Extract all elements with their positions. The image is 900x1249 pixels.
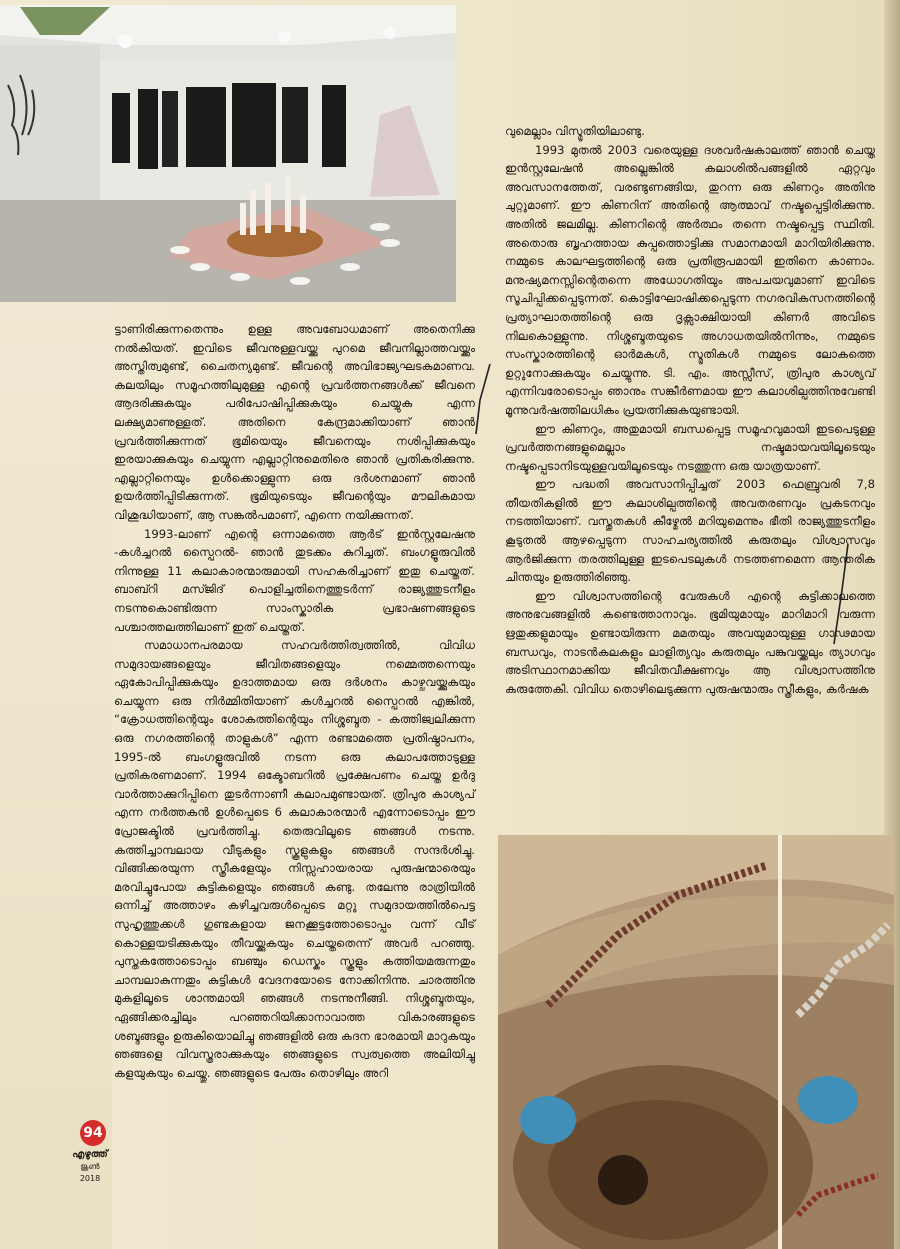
right-paragraph-2: 1993 മുതൽ 2003 വരെയുള്ള ദശവർഷകാലത്ത് ഞാൻ ചെയ്ത ഇൻസ്റ്റലേഷൻ അല്ലെങ്കിൽ കലാശിൽപങ്ങളിൽ ഏറ്റവും അവസാനത്തേത്, വരണ്ടുണങ്ങിയ, തുറന്ന ഒരു കിണറും അതിനു ചുറ്റുമാണ്. ഈ കിണറിന് അതിന്റെ ആത്മാവ് നഷ്ടപ്പെട്ടിരിക്കുന്നു. അതിൽ ജലമില്ല. കിണറിന്റെ അർത്ഥം തന്നെ നഷ്ടപ്പെട്ട സ്ഥിതി. അതൊരു ബൃഹത്തായ കുപ്പത്തൊട്ടിക്കു സമാനമായി മാറിയിരിക്കുന്നു. നമ്മുടെ കാലഘട്ടത്തിന്റെ ഒരു പ്രതിരൂപമായി ഇതിനെ കാണാം. മനുഷ്യമനസ്സിന്റെതന്നെ അധോഗതിയും അപചയവുമാണ് ഇവിടെ സൂചിപ്പിക്കപ്പെടുന്നത്. കൊട്ടിഘോഷിക്കപ്പെടുന്ന നഗരവികസനത്തിന്റെ പ്രത്യാഘാതത്തിന്റെ ഒരു ദൃക്സാക്ഷിയായി കിണർ അവിടെ നിലകൊള്ളുന്നു. നിശ്ശബ്ദതയുടെ അഗാധതയിൽനിന്നും, നമ്മുടെ സംസ്കാരത്തിന്റെ ഓർമകൾ, സ്മൃതികൾ നമ്മുടെ ലോകത്തെ ഉറ്റുനോക്കുകയും ചെയ്യുന്നു. ടി. എം. അസ്സീസ്, ത്രിപുര കാശ്യവ് എന്നിവരോടൊപ്പം ഞാനും സങ്കീർണമായ ഈ കലാശില്പത്തിനുവേണ്ടി മൂന്നുവർഷത്തിലധികം പ്രയത്നിക്കുകയുണ്ടായി. bbox=[505, 142, 875, 417]
right-text-column bbox=[505, 122, 875, 698]
gallery-illustration bbox=[0, 5, 456, 302]
magazine-masthead bbox=[60, 1149, 120, 1185]
right-paragraph-3: ഈ കിണറും, അതുമായി ബന്ധപ്പെട്ട സമൂഹവുമായി ഇടപെടുള്ള പ്രവർത്തനങ്ങളുമെല്ലാം നഷ്ടമായവയിലൂടെയും നഷ്ടപ്പെടാനിടയുള്ളവയിലൂടെയും നടത്തുന്ന ഒരു യാത്രയാണ്. bbox=[505, 421, 875, 473]
issue-month: ജൂൺ bbox=[80, 1162, 100, 1171]
right-paragraph-4: ഈ പദ്ധതി അവസാനിപ്പിച്ചത് 2003 ഫെബ്രുവരി 7,8 തീയതികളിൽ ഈ കലാശില്പത്തിന്റെ അവതരണവും പ്രകടനവും നടത്തിയാണ്. വസ്തുതകൾ കീഴ്മേൽ മറിയുമെന്നും ഭീതി രാജ്യത്തുടനീളം കൂടുതൽ ആഴപ്പെടുന്ന സാഹചര്യത്തിൽ കരുതലും വിശ്വാസവും ആർജിക്കുന്ന തരത്തിലുള്ള ഇടപെടലുകൾ നടത്തണമെന്ന ആന്തരിക ചിന്തയും ഉരുത്തിരിഞ്ഞു. bbox=[505, 477, 875, 585]
left-paragraph-3: സമാധാനപരമായ സഹവർത്തിത്വത്തിൽ, വിവിധ സമുദായങ്ങളെയും ജീവിതങ്ങളെയും നമ്മെത്തന്നെയും ഏകോപിപ്പിക്കുകയും ഉദാത്തമായ ഒരു ദർശനം കാഴ്ചവയ്ക്കുകയും ചെയ്യുന്ന ഒരു നിർമ്മിതിയാണ് കൾച്ചറൽ സ്പൈറൽ എങ്കിൽ, “ക്രോധത്തിന്റെയും ശോകത്തിന്റെയും നിശ്ശബ്ദത - കത്തിജ്വലിക്കുന്ന ഒരു നഗരത്തിന്റെ താളുകൾ” എന്ന രണ്ടാമത്തെ പ്രതിഷ്ഠാപനം, 1995-ൽ ബംഗളൂരുവിൽ നടന്ന ഒരു കലാപത്തോടുള്ള പ്രതികരണമാണ്. 1994 ഒക്ടോബറിൽ പ്രക്ഷേപണം ചെയ്ത ഉർദു വാർത്താക്കുറിപ്പിനെ തുടർന്നാണീ കലാപമുണ്ടായത്. ത്രിപുര കാശ്യപ് എന്ന നർത്തകൻ ഉൾപ്പെടെ 6 കലാകാരന്മാർ എന്നോടൊപ്പം ഈ പ്രോജക്ടിൽ പ്രവർത്തിച്ചു. തെരുവിലൂടെ ഞങ്ങൾ നടന്നു. കത്തിച്ചാമ്പലായ വീടുകളും സ്കൂളുകളും ഞങ്ങൾ സന്ദർശിച്ചു. വിങ്ങിക്കരയുന്ന സ്ത്രീകളേയും നിസ്സഹായരായ പുരുഷന്മാരെയും മരവിച്ചുപോയ കുട്ടികളെയും ഞങ്ങൾ കണ്ടു. തലേന്നു രാത്രിയിൽ ഒന്നിച്ച് അത്താഴം കഴിച്ചവരുൾപ്പെടെ മറ്റു സമുദായത്തിൽപെട്ട സുഹൃത്തുക്കൾ ഗുണ്ടകളായ ജനക്കൂട്ടത്തോടൊപ്പം വന്ന് വീട് കൊള്ളയടിക്കുകയും തീവയ്ക്കുകയും ചെയ്തതെന്ന് അവർ പറഞ്ഞു. പുസ്തകത്തോടൊപ്പം ബഞ്ചും ഡെസ്കും സ്കൂളും കത്തിയമരുന്നതും ചാമ്പലാകുന്നതും കുട്ടികൾ വേദനയോടെ നോക്കിനിന്നു. ചാരത്തിനു മുകളിലൂടെ ശാന്തമായി ഞങ്ങൾ നടന്നുനീങ്ങി. നിശ്ശബ്ദതയും, ഏങ്ങിക്കരച്ചിലും പറഞ്ഞറിയിക്കാനാവാത്ത വികാരങ്ങളുടെ ശബ്ദങ്ങളും ഉരുകിയൊലിച്ചു ഞങ്ങളിൽ ഒരു കദന ഭാരമായി മാറുകയും ഞങ്ങളെ വിവസ്ത്രരാക്കുകയും ഞങ്ങളുടെ സ്വത്വത്തെ അലിയിച്ചു കളയുകയും ചെയ്തു. ഞങ്ങളുടെ പേരും തൊഴിലും അറി bbox=[114, 638, 475, 1080]
left-paragraph-1: ട്ടാണിരിക്കുന്നതെന്നും ഉള്ള അവബോധമാണ് അതെനിക്കു നൽകിയത്. ഇവിടെ ജീവനുള്ളവയ്ക്കു പുറമെ ജീവനില്ലാത്തവയ്ക്കും അസ്തിത്വമുണ്ട്, ചൈതന്യമുണ്ട്. ജീവന്റെ അവിഭാജ്യഘടകമാണവ. കലയിലും സമൂഹത്തിലുമുള്ള എന്റെ പ്രവർത്തനങ്ങൾക്ക് ജീവനെ ആദരിക്കുകയും പരിപോഷിപ്പിക്കുകയും ചെയ്യുക എന്ന ലക്ഷ്യമാണുള്ളത്. അതിനെ കേന്ദ്രമാക്കിയാണ് ഞാൻ പ്രവർത്തിക്കുന്നത് ഭൂമിയെയും ജീവനെയും നശിപ്പിക്കുകയും ഇരയാക്കുകയും ചെയ്യുന്ന എല്ലാറ്റിനുമെതിരെ ഞാൻ പ്രതികരിക്കുന്നു. എല്ലാറ്റിനെയും ഉൾക്കൊള്ളുന്ന ഒരു ദർശനമാണ് ഞാൻ ഉയർത്തിപ്പിടിക്കുന്നത്. ഭൂമിയുടെയും ജീവന്റെയും മൗലികമായ വിശുദ്ധിയാണ്, ആ സങ്കൽപമാണ്, എന്നെ നയിക്കുന്നത്. bbox=[114, 322, 475, 522]
pen-annotation-right bbox=[828, 540, 858, 650]
page-number-badge: 94 bbox=[80, 1120, 106, 1146]
magazine-title: എഴുത്ത് bbox=[72, 1149, 108, 1160]
stepwell-illustration bbox=[498, 835, 894, 1249]
left-paragraph-2: 1993-ലാണ് എന്റെ ഒന്നാമത്തെ ആർട് ഇൻസ്റ്റലേഷനു -കൾച്ചറൽ സ്പൈറൽ- ഞാൻ തുടക്കം കുറിച്ചത്. ബംഗളൂരുവിൽ നിന്നുള്ള 11 കലാകാരന്മാരുമായി സഹകരിച്ചാണ് ഇതു ചെയ്തത്. ബാബ്റി മസ്ജിദ് പൊളിച്ചതിനെത്തുടർന്ന് രാജ്യത്തുടനീളം നടന്നുകൊണ്ടിരുന്ന സാംസ്കാരിക പ്രഭാഷണങ്ങളുടെ പശ്ചാത്തലത്തിലാണ് ഇത് ചെയ്തത്. bbox=[114, 526, 475, 634]
left-margin bbox=[0, 300, 112, 1249]
right-paragraph-1: വുമെല്ലാം വിസ്മൃതിയിലാണ്ടു. bbox=[505, 124, 645, 138]
issue-year: 2018 bbox=[79, 1174, 101, 1183]
right-paragraph-5: ഈ വിശ്വാസത്തിന്റെ വേരുകൾ എന്റെ കുട്ടിക്കാലത്തെ അനുഭവങ്ങളിൽ കണ്ടെത്താനാവും. ഭൂമിയുമായും മാറിമാറി വരുന്ന ഋതുക്കളുമായും ഉണ്ടായിരുന്ന മമതയും അവയുമായുള്ള ഗാഢമായ ബന്ധവും, നാടൻകലകളും ലാളിത്യവും കരുതലും പങ്കുവയ്ക്കലും ത്യാഗവും അടിസ്ഥാനമാക്കിയ ജീവിതവീക്ഷണവും ആ വിശ്വാസത്തിനു കരുത്തേകി. വിവിധ തൊഴിലെടുക്കുന്ന പുരുഷന്മാരും സ്ത്രീകളും, കർഷക bbox=[505, 588, 875, 696]
pen-annotation-left bbox=[468, 360, 498, 440]
left-text-column bbox=[114, 320, 475, 1082]
stepwell-photo bbox=[498, 835, 894, 1249]
gallery-installation-photo bbox=[0, 5, 456, 302]
